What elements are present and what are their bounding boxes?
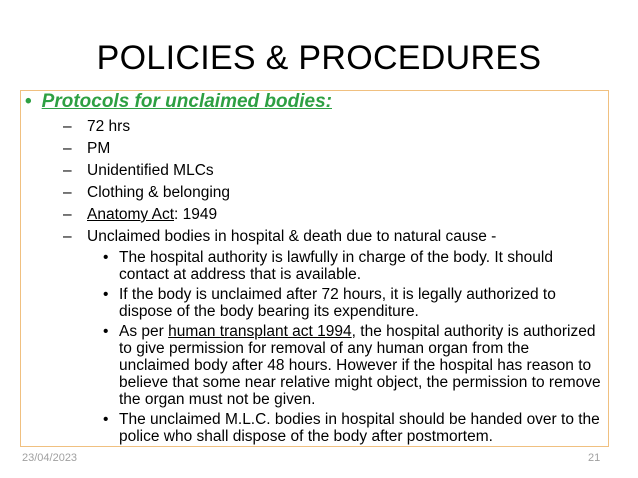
heading-text: Protocols for unclaimed bodies:	[41, 91, 332, 112]
list-item-72hrs	[63, 117, 130, 136]
sub-bullet-text: The hospital authority is lawfully in charge of the body. It should contact at address that is available.	[119, 249, 553, 283]
transplant-pre: As per	[119, 323, 169, 340]
list-item-unclaimed-bodies	[63, 227, 496, 246]
list-item-text: 72 hrs	[87, 118, 131, 135]
list-item-text: Clothing & belonging	[87, 184, 231, 201]
sub-bullet-marker: •	[103, 411, 109, 428]
list-item-anatomy-act	[63, 205, 217, 224]
sub-bullet-mlc-bodies	[103, 411, 603, 445]
slide-title: POLICIES & PROCEDURES	[96, 39, 542, 77]
list-item-text: Unidentified MLCs	[87, 162, 214, 179]
sub-bullet-marker: •	[103, 323, 109, 340]
section-heading	[25, 90, 332, 114]
sub-bullet-transplant-act	[103, 323, 603, 408]
sub-bullet-marker: •	[103, 286, 109, 303]
dash-marker: –	[63, 162, 72, 179]
sub-bullet-text: If the body is unclaimed after 72 hours, it is legally authorized to dispose of the body bearing its expenditure.	[119, 286, 556, 320]
list-item-text: PM	[87, 140, 111, 157]
transplant-post: , the hospital authority is authorized to give permission for removal of any human organ from the unclaimed body after 48 hours. However if the hospital has reason to believe that some near relative might object, the permission to remove the organ must not be given.	[119, 323, 601, 408]
heading-bullet: •	[25, 91, 32, 112]
page-number: 21	[588, 452, 601, 464]
anatomy-act-year: : 1949	[174, 206, 218, 223]
footer-date: 23/04/2023	[22, 452, 78, 464]
sub-bullet-authority	[103, 249, 603, 283]
anatomy-act-link[interactable]: Anatomy Act	[87, 206, 175, 223]
list-item-text: Unclaimed bodies in hospital & death due to natural cause -	[87, 228, 497, 245]
sub-bullet-marker: •	[103, 249, 109, 266]
transplant-act-link[interactable]: human transplant act 1994	[168, 323, 352, 340]
dash-marker: –	[63, 118, 72, 135]
dash-marker: –	[63, 140, 72, 157]
sub-bullet-72-hours	[103, 286, 603, 320]
dash-marker: –	[63, 206, 72, 223]
list-item-unidentified-mlcs	[63, 161, 214, 180]
list-item-pm	[63, 139, 110, 158]
dash-marker: –	[63, 228, 72, 245]
sub-bullet-text: The unclaimed M.L.C. bodies in hospital should be handed over to the police who shall dispose of the body after postmortem.	[119, 411, 600, 445]
dash-marker: –	[63, 184, 72, 201]
list-item-clothing	[63, 183, 230, 202]
sub-bullet-text	[119, 323, 603, 408]
